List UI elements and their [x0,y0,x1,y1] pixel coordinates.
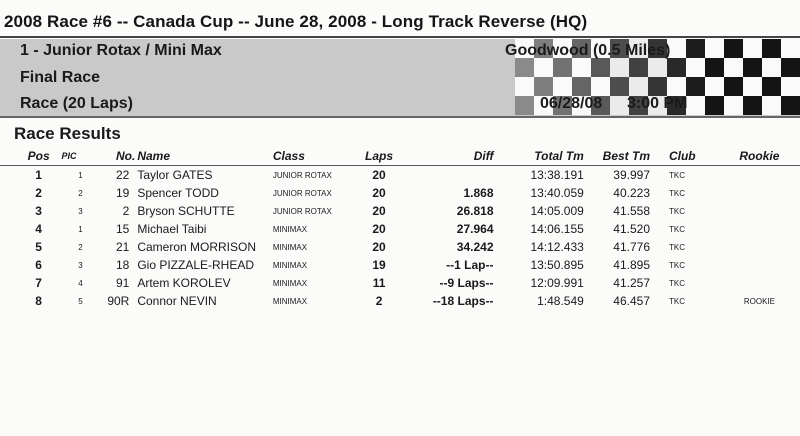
cell-pos: 1 [35,168,42,182]
cell-total: 13:40.059 [530,186,584,200]
cell-pic: 3 [78,206,83,216]
flag-square [591,58,610,77]
results-title: 2008 Race #6 -- Canada Cup -- June 28, 2008 - Long Track Reverse (HQ) [4,12,588,31]
cell-pos: 4 [35,222,42,236]
flag-square [572,58,591,77]
flag-square [648,77,667,96]
cell-name: Bryson SCHUTTE [137,204,235,218]
cell-class: MINIMAX [272,296,308,306]
cell-rookie [719,202,800,220]
flag-square [781,77,800,96]
cell-name: Artem KOROLEV [137,276,231,290]
cell-total: 14:06.155 [530,222,584,236]
cell-club: TKC [668,242,685,252]
cell-no: 90R [107,294,130,308]
cell-best: 41.520 [613,222,650,236]
col-class: Class [272,149,305,163]
flag-square [724,77,743,96]
cell-class: JUNIOR ROTAX [272,170,332,180]
cell-best: 41.776 [613,240,650,254]
table-row [0,256,800,274]
cell-no: 2 [122,204,130,218]
cell-no: 91 [115,276,130,290]
cell-total: 14:12.433 [530,240,584,254]
cell-rookie: ROOKIE [743,296,775,306]
flag-square [667,77,686,96]
flag-square [743,96,762,115]
flag-square [515,96,534,115]
cell-pic: 4 [78,278,83,288]
cell-club: TKC [668,278,685,288]
table-row [0,292,800,310]
flag-square [724,39,743,58]
cell-pic: 1 [78,170,83,180]
cell-no: 22 [115,168,130,182]
cell-total: 1:48.549 [537,294,584,308]
cell-no: 15 [115,222,130,236]
cell-name: Spencer TODD [137,186,219,200]
cell-diff: 27.964 [456,222,494,236]
cell-name: Michael Taibi [137,222,207,236]
cell-rookie [719,220,800,238]
cell-diff: 26.818 [456,204,494,218]
cell-pic: 3 [78,260,83,270]
cell-no: 19 [115,186,130,200]
col-name: Name [137,149,171,163]
flag-square [553,58,572,77]
flag-square [743,77,762,96]
cell-total: 13:38.191 [530,168,584,182]
cell-diff: 1.868 [463,186,494,200]
banner-divider [0,116,800,118]
flag-square [724,58,743,77]
cell-diff: --18 Laps-- [432,294,494,308]
flag-square [762,39,781,58]
race-date: 06/28/08 [540,95,603,112]
flag-square [496,96,515,115]
flag-square [686,58,705,77]
flag-square [629,77,648,96]
title-divider [0,36,800,38]
flag-square [686,96,705,115]
cell-class: JUNIOR ROTAX [272,188,332,198]
flag-square [705,39,724,58]
cell-pic: 2 [78,188,83,198]
flag-square [762,77,781,96]
section-title: Race Results [14,124,121,143]
cell-rookie [719,256,800,274]
cell-total: 13:50.895 [530,258,584,272]
cell-class: MINIMAX [272,242,308,252]
cell-club: TKC [668,224,685,234]
race-banner [0,39,800,116]
cell-club: TKC [668,206,685,216]
flag-square [534,58,553,77]
col-no: No. [115,149,136,163]
cell-diff: --9 Laps-- [439,276,494,290]
cell-laps: 11 [372,276,386,290]
cell-class: MINIMAX [272,224,308,234]
cell-best: 40.223 [613,186,650,200]
flag-square [667,58,686,77]
flag-square [705,77,724,96]
cell-class: JUNIOR ROTAX [272,206,332,216]
flag-square [705,58,724,77]
table-header [0,148,800,164]
cell-pos: 7 [35,276,42,290]
flag-square [686,39,705,58]
flag-square [496,77,515,96]
cell-laps: 2 [375,294,383,308]
flag-square [496,58,515,77]
table-row [0,220,800,238]
cell-pos: 3 [35,204,42,218]
cell-laps: 20 [372,168,386,182]
flag-square [743,58,762,77]
cell-total: 12:09.991 [530,276,584,290]
cell-laps: 20 [372,240,386,254]
race-length: Race (20 Laps) [20,95,133,112]
cell-rookie [719,184,800,202]
flag-square [705,96,724,115]
cell-club: TKC [668,260,685,270]
flag-square [781,39,800,58]
flag-square [591,77,610,96]
cell-best: 39.997 [613,168,650,182]
cell-diff: --1 Lap-- [446,258,494,272]
cell-name: Connor NEVIN [137,294,217,308]
cell-best: 41.257 [613,276,650,290]
results-table [0,148,800,310]
cell-pic: 1 [78,224,83,234]
cell-class: MINIMAX [272,260,308,270]
cell-laps: 20 [372,222,386,236]
flag-square [629,58,648,77]
class-name: 1 - Junior Rotax / Mini Max [20,42,222,59]
col-laps: Laps [365,149,394,163]
cell-diff [408,166,501,184]
col-total: Total Tm [534,149,584,163]
table-row [0,184,800,202]
cell-laps: 20 [372,204,386,218]
cell-best: 41.558 [613,204,650,218]
col-best: Best Tm [602,149,650,163]
cell-pic: 2 [78,242,83,252]
flag-square [781,58,800,77]
flag-square [743,39,762,58]
track-name: Goodwood (0.5 Miles) [505,42,671,59]
cell-name: Cameron MORRISON [137,240,257,254]
cell-pic: 5 [78,296,83,306]
flag-square [724,96,743,115]
flag-square [762,96,781,115]
flag-square [515,77,534,96]
cell-name: Taylor GATES [137,168,213,182]
cell-total: 14:05.009 [530,204,584,218]
flag-square [515,58,534,77]
flag-square [686,77,705,96]
cell-pos: 5 [35,240,42,254]
race-time: 3:00 PM [627,95,688,112]
table-row [0,274,800,292]
col-diff: Diff [473,149,494,163]
col-pic: PIC [61,151,77,161]
cell-laps: 20 [372,186,386,200]
cell-rookie [719,274,800,292]
flag-square [534,77,553,96]
cell-diff: 34.242 [456,240,494,254]
cell-laps: 19 [372,258,386,272]
flag-square [781,96,800,115]
cell-club: TKC [668,170,685,180]
cell-pos: 6 [35,258,42,272]
col-club: Club [668,149,696,163]
flag-square [553,77,572,96]
col-pos: Pos [27,149,50,163]
cell-no: 18 [115,258,130,272]
table-row [0,202,800,220]
flag-square [610,58,629,77]
cell-club: TKC [668,296,685,306]
cell-best: 46.457 [613,294,650,308]
table-row [0,238,800,256]
cell-name: Gio PIZZALE-RHEAD [137,258,255,272]
col-rookie: Rookie [739,149,780,163]
cell-rookie [719,238,800,256]
race-type: Final Race [20,69,101,86]
cell-no: 21 [115,240,130,254]
cell-pos: 8 [35,294,42,308]
table-row [0,166,800,184]
flag-square [762,58,781,77]
cell-club: TKC [668,188,685,198]
cell-pos: 2 [35,186,42,200]
flag-square [572,77,591,96]
flag-square [610,77,629,96]
cell-class: MINIMAX [272,278,308,288]
flag-square [648,58,667,77]
cell-best: 41.895 [613,258,650,272]
cell-rookie [719,166,800,184]
